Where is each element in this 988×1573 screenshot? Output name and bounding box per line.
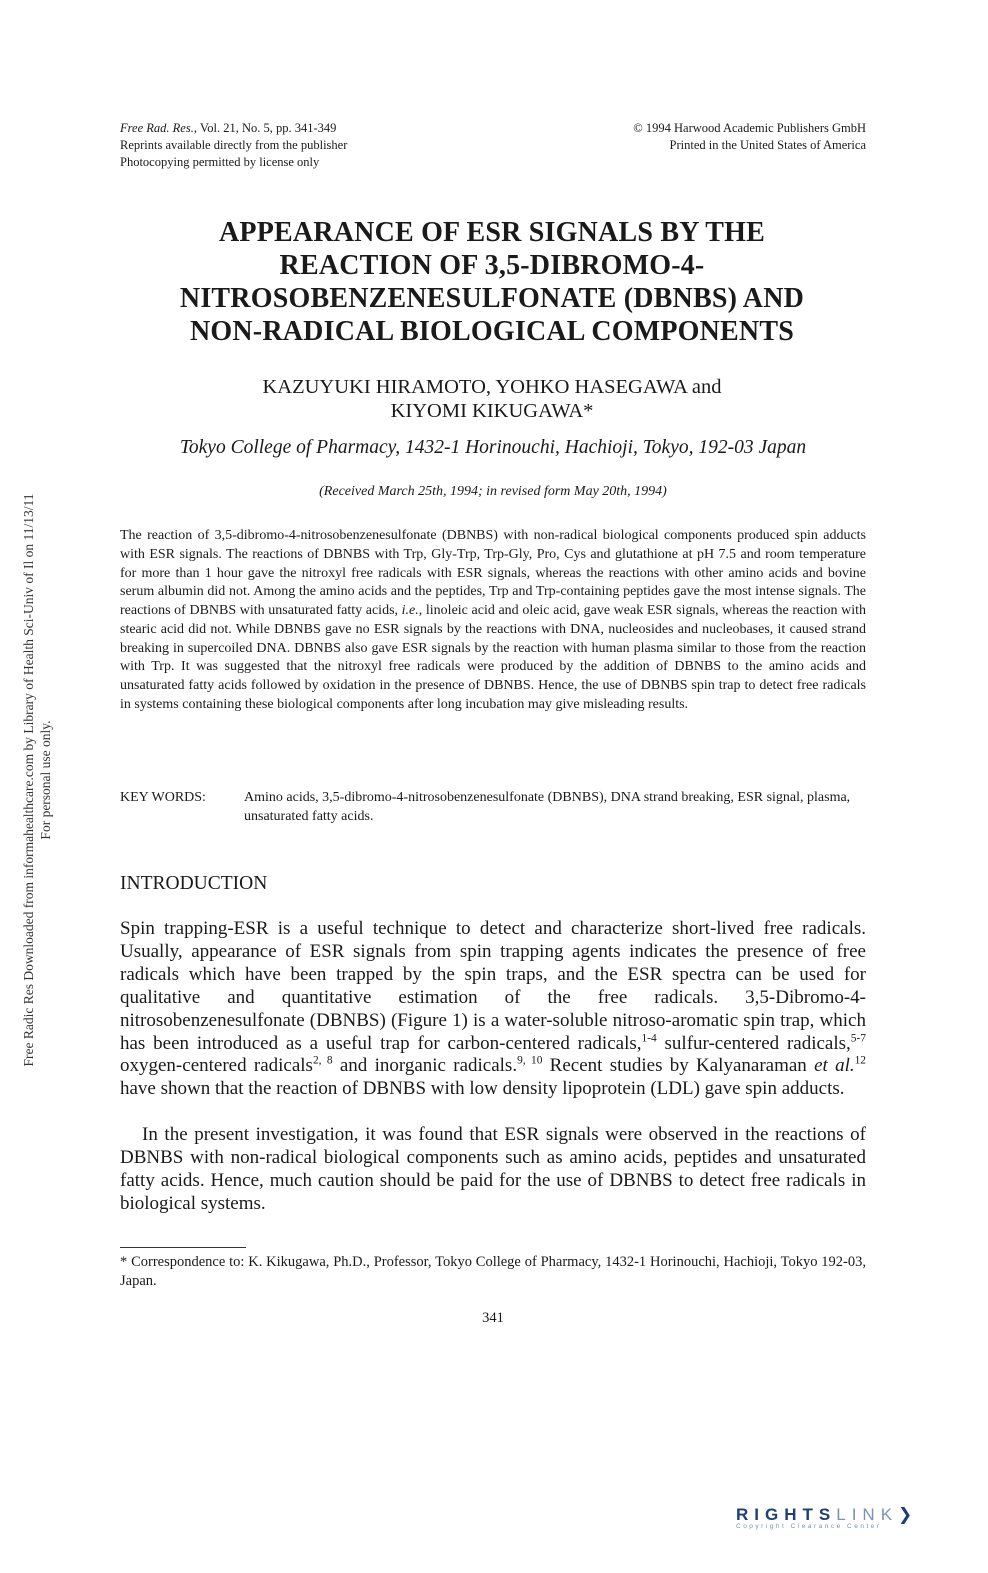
printed-line: Printed in the United States of America — [669, 138, 866, 152]
copyright-notice — [520, 120, 866, 154]
author-line: KIYOMI KIKUGAWA* — [390, 400, 594, 422]
intro-text: have shown that the reaction of DBNBS with low density lipoprotein (LDL) gave spin adducts. — [120, 1078, 845, 1100]
rightslink-rights: RIGHTS — [736, 1505, 837, 1524]
rightslink-logo[interactable] — [736, 1505, 968, 1545]
author-line: KAZUYUKI HIRAMOTO, YOHKO HASEGAWA and — [262, 376, 722, 398]
title-line: NITROSOBENZENESULFONATE (DBNBS) AND — [179, 283, 805, 314]
title-line: NON-RADICAL BIOLOGICAL COMPONENTS — [189, 316, 794, 347]
keywords-label: KEY WORDS: — [120, 790, 206, 805]
reprint-note: Reprints available directly from the publisher — [120, 138, 348, 152]
citation-ref: 2, 8 — [312, 1055, 333, 1068]
keywords-text: Amino acids, 3,5-dibromo-4-nitrosobenzenesulfonate (DBNBS), DNA strand breaking, ESR signal, plasma, unsaturated fatty acids. — [244, 790, 851, 824]
intro-text: Spin trapping-ESR is a useful technique to detect and characterize short-lived free radicals. Usually, appearance of ESR signals from spin trapping agents indicates the presence of free radicals which have been trapped by the spin traps, and the ESR spectra can be used for qualitative and quantitative estimation of the free radicals. 3,5-Dibromo-4-nitrosobenzenesulfonate (DBNBS) (Figure 1) is a water-soluble nitroso-aromatic spin trap, which has been introduced as a useful trap for carbon-centered radicals, — [120, 918, 866, 1054]
footnote-rule — [120, 1247, 246, 1248]
page-number: 341 — [482, 1310, 504, 1326]
journal-name: Free Rad. Res. — [120, 121, 194, 135]
chevron-right-icon: ❯ — [898, 1505, 919, 1524]
keywords — [120, 789, 866, 827]
citation-ref: 12 — [854, 1055, 866, 1068]
title-line: REACTION OF 3,5-DIBROMO-4- — [279, 250, 705, 281]
title-line: APPEARANCE OF ESR SIGNALS BY THE — [218, 217, 765, 248]
abstract-text: The reaction of 3,5-dibromo-4-nitrosobenzenesulfonate (DBNBS) with non-radical biological components produced spin adducts with ESR signals. The reactions of DBNBS with Trp, Gly-Trp, Trp-Gly, Pro, Cys and glutathione at pH 7.5 and room temperature for more than 1 hour gave the nitroxyl free radicals with ESR signals, whereas the reactions with other amino acids and bovine serum albumin did not. Among the amino acids and the peptides, Trp and Trp-containing peptides gave the most intense signals. The reactions of DBNBS with unsaturated fatty acids, — [120, 528, 866, 618]
intro-paragraph-1 — [120, 918, 866, 1101]
citation-ref: 5-7 — [850, 1032, 866, 1045]
received-dates: (Received March 25th, 1994; in revised form May 20th, 1994) — [319, 484, 667, 499]
intro-text: sulfur-centered radicals, — [656, 1032, 851, 1054]
section-heading: INTRODUCTION — [120, 873, 268, 894]
intro-etal: et al. — [814, 1055, 855, 1077]
rightslink-link: LINK — [836, 1505, 899, 1524]
footnote: * Correspondence to: K. Kikugawa, Ph.D., Professor, Tokyo College of Pharmacy, 1432-1 Horinouchi, Hachioji, Tokyo 192-03, Japan. — [120, 1254, 866, 1289]
download-note: Free Radic Res Downloaded from informahealthcare.com by Library of Health Sci-Univ of Il on 11/13/11 — [21, 493, 36, 1067]
abstract — [120, 527, 866, 715]
intro-paragraph-2 — [120, 1124, 866, 1216]
paper-title — [100, 216, 884, 348]
personal-use-note: For personal use only. — [38, 720, 53, 840]
photocopy-note: Photocopying permitted by license only — [120, 155, 320, 169]
intro-text: Recent studies by Kalyanaraman — [542, 1055, 815, 1077]
citation-ref: 1-4 — [641, 1032, 657, 1045]
journal-citation — [120, 120, 520, 171]
rightslink-tagline: Copyright Clearance Center — [736, 1523, 882, 1530]
abstract-text: , linoleic acid and oleic acid, gave weak ESR signals, whereas the reaction with stearic acid did not. While DBNBS gave no ESR signals by the reactions with DNA, nucleosides and nucleobases, it caused strand breaking in supercoiled DNA. DBNBS also gave ESR signals by the reaction with human plasma similar to those from the reaction with Trp. It was suggested that the nitroxyl free radicals were produced by the addition of DBNBS to the amino acids and unsaturated fatty acids followed by oxidation in the presence of DBNBS. Hence, the use of DBNBS spin trap to detect free radicals in systems containing these biological components after long incubation may give misleading results. — [120, 603, 867, 712]
intro-text: and inorganic radicals. — [332, 1055, 518, 1077]
citation-ref: 9, 10 — [517, 1055, 543, 1068]
journal-volume: , Vol. 21, No. 5, pp. 341-349 — [193, 121, 337, 135]
copyright-line: © 1994 Harwood Academic Publishers GmbH — [633, 121, 866, 135]
abstract-ie: i.e. — [401, 603, 419, 618]
author-list — [100, 375, 884, 423]
intro-text: oxygen-centered radicals — [120, 1055, 313, 1077]
affiliation: Tokyo College of Pharmacy, 1432-1 Horinouchi, Hachioji, Tokyo, 192-03 Japan — [179, 437, 807, 458]
intro-text: In the present investigation, it was found that ESR signals were observed in the reactions of DBNBS with non-radical biological components such as amino acids, peptides and unsaturated fatty acids. Hence, much caution should be paid for the use of DBNBS to detect free radicals in biological systems. — [120, 1124, 866, 1214]
